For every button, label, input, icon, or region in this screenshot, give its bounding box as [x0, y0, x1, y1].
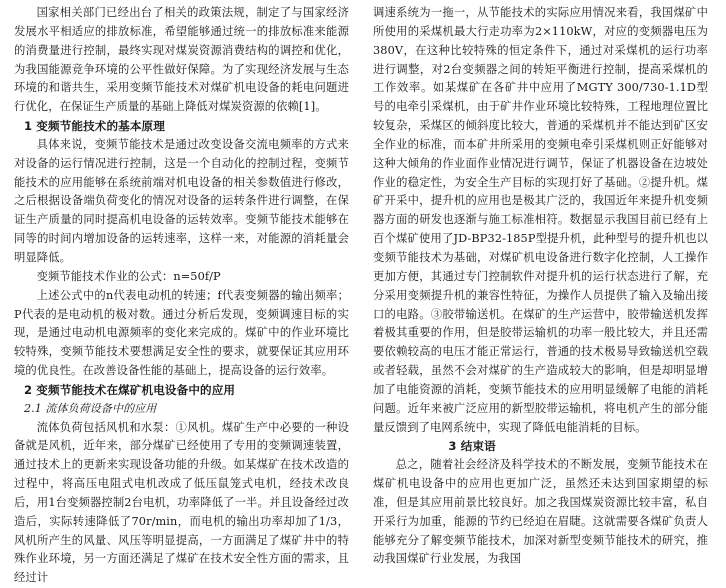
continued-paragraph: 调速系统为一拖一，从节能技术的实际应用情况来看，我国煤矿中所使用的采煤机最大行走功率为2×110kW，对应的变频器电压为380V，在这种比较特殊的恒定条件下，通过对采煤机的运行功率进行调整，对2台变频器之间的转矩平衡进行控制，提高采煤机的工作效率。如某煤矿在各矿井中应用了MGTY 300/730-1.1D型号的电牵引采煤机，由于矿井作业环境比较特殊，工程地理位置比较复杂，采煤区的倾斜度比较大，普通的采煤机并不能达到矿区安全作业的标准，而本矿井所采用的变频电牵引采煤机则正好能够对这种大倾角的作业面作业情况进行调节，保证了机器设备在边坡处作业的稳定性，为安全生产目标的实现打好了基础。②提升机。煤矿开采中，提升机的应用也是极其广泛的，我国近年来提升机变频器方面的研发也逐渐与施工标准相符。数据显示我国目前已经有上百个煤矿使用了JD-BP32-185P型提升机，此种型号的提升机也以变频节能技术为基础，对煤矿机电设备进行数字化控制，人工操作更加方便，其通过专门控制软件对提升机的运行状态进行了解，充分采用变频提升机的兼容性特征，为操作人员提供了输入及输出接口的电路。③胶带输送机。在煤矿的生产运营中，胶带输送机发挥着极其重要的作用，但是胶带运输机的功率一般比较大，并且还需要依赖较高的电压才能正常运行，普通的技术极易导致输送机空载或者轻载，虽然不会对煤矿的生产造成较大的影响，但是却明显增加了电能资源的消耗，变频节能技术的应用明显缓解了电能的消耗问题。近年来被广泛应用的新型胶带运输机，将电机产生的部分能量反馈到了电网系统中，实现了降低电能消耗的目标。 [373, 6, 708, 434]
left-column [14, 4, 349, 588]
subsection-heading-2-1: 2.1 流体负荷设备中的应用 [24, 401, 157, 415]
conclusion-paragraph: 总之，随着社会经济及科学技术的不断发展，变频节能技术在煤矿机电设备中的应用也更加广泛，虽然还未达到国家期望的标准，但是其应用前景比较良好。加之我国煤炭资源比较丰富，私自开采行为加重，能源的节约已经迫在眉睫。这就需要各煤矿负责人能够充分了解变频节能技术，加深对新型变频节能技术的研究，推动我国煤矿行业发展，为我国 [373, 458, 708, 566]
right-column [373, 4, 708, 569]
principle-paragraph: 具体来说，变频节能技术是通过改变设备交流电频率的方式来对设备的运行情况进行控制，这是一个自动化的控制过程，变频节能技术的应用能够在系统前端对机电设备的相关参数值进行修改，之后根据设备端负荷变化的情况对设备的运转条件进行调整，在保证生产质量的同时提高机电设备的运转效率。变频节能技术能够在同等的时间内增加设备的运转速率，这样一来，对能源的消耗量会明显降低。 [14, 137, 349, 264]
section-heading-3: 3 结束语 [448, 439, 496, 454]
intro-paragraph: 国家相关部门已经出台了相关的政策法规，制定了与国家经济发展水平相适应的排放标准，希望能够通过统一的排放标准来能源的消费量进行控制，最终实现对煤炭资源消费结构的调控和优化，为我国能源竞争环境的公平性做好保障。为了实现经济发展与生态环境的和谐共生，采用变频节能技术对煤矿机电设备的耗电问题进行优化，在保证生产质量的基础上降低对煤炭资源的依赖[1]。 [14, 6, 349, 114]
section-heading-1: 1 变频节能技术的基本原理 [24, 119, 165, 134]
formula-line: 变频节能技术作业的公式：n=50f/P [36, 269, 221, 283]
section-heading-2: 2 变频节能技术在煤矿机电设备中的应用 [24, 382, 236, 397]
formula-explanation-paragraph: 上述公式中的n代表电动机的转速；f代表变频器的输出频率；P代表的是电动机的极对数。通过分析后发现，变频调速目标的实现，是通过电动机电源频率的变化来完成的。煤矿中的作业环境比较特殊，变频节能技术要想满足安全性的要求，就要保证其应用环境的优良性。在改善设备性能的基础上，提高设备的运行效率。 [14, 288, 349, 378]
fluid-load-paragraph: 流体负荷包括风机和水泵：①风机。煤矿生产中必要的一种设备就是风机，近年来，部分煤矿已经使用了专用的变频调速装置，通过技术上的更新来实现设备功能的升级。如某煤矿在技术改造的过程中，将高压电阻式电机改成了低压鼠笼式电机，经技术改良后，用1台变频器控制2台电机，功率降低了一半。并且设备经过改造后，实际转速降低了70r/min，而电机的输出功率却加了1/3，风机所产生的风量、风压等明显提高，一方面满足了煤矿井中的特殊作业环境，另一方面还满足了煤矿在技术安全性方面的需求，且经过计 [14, 420, 349, 585]
